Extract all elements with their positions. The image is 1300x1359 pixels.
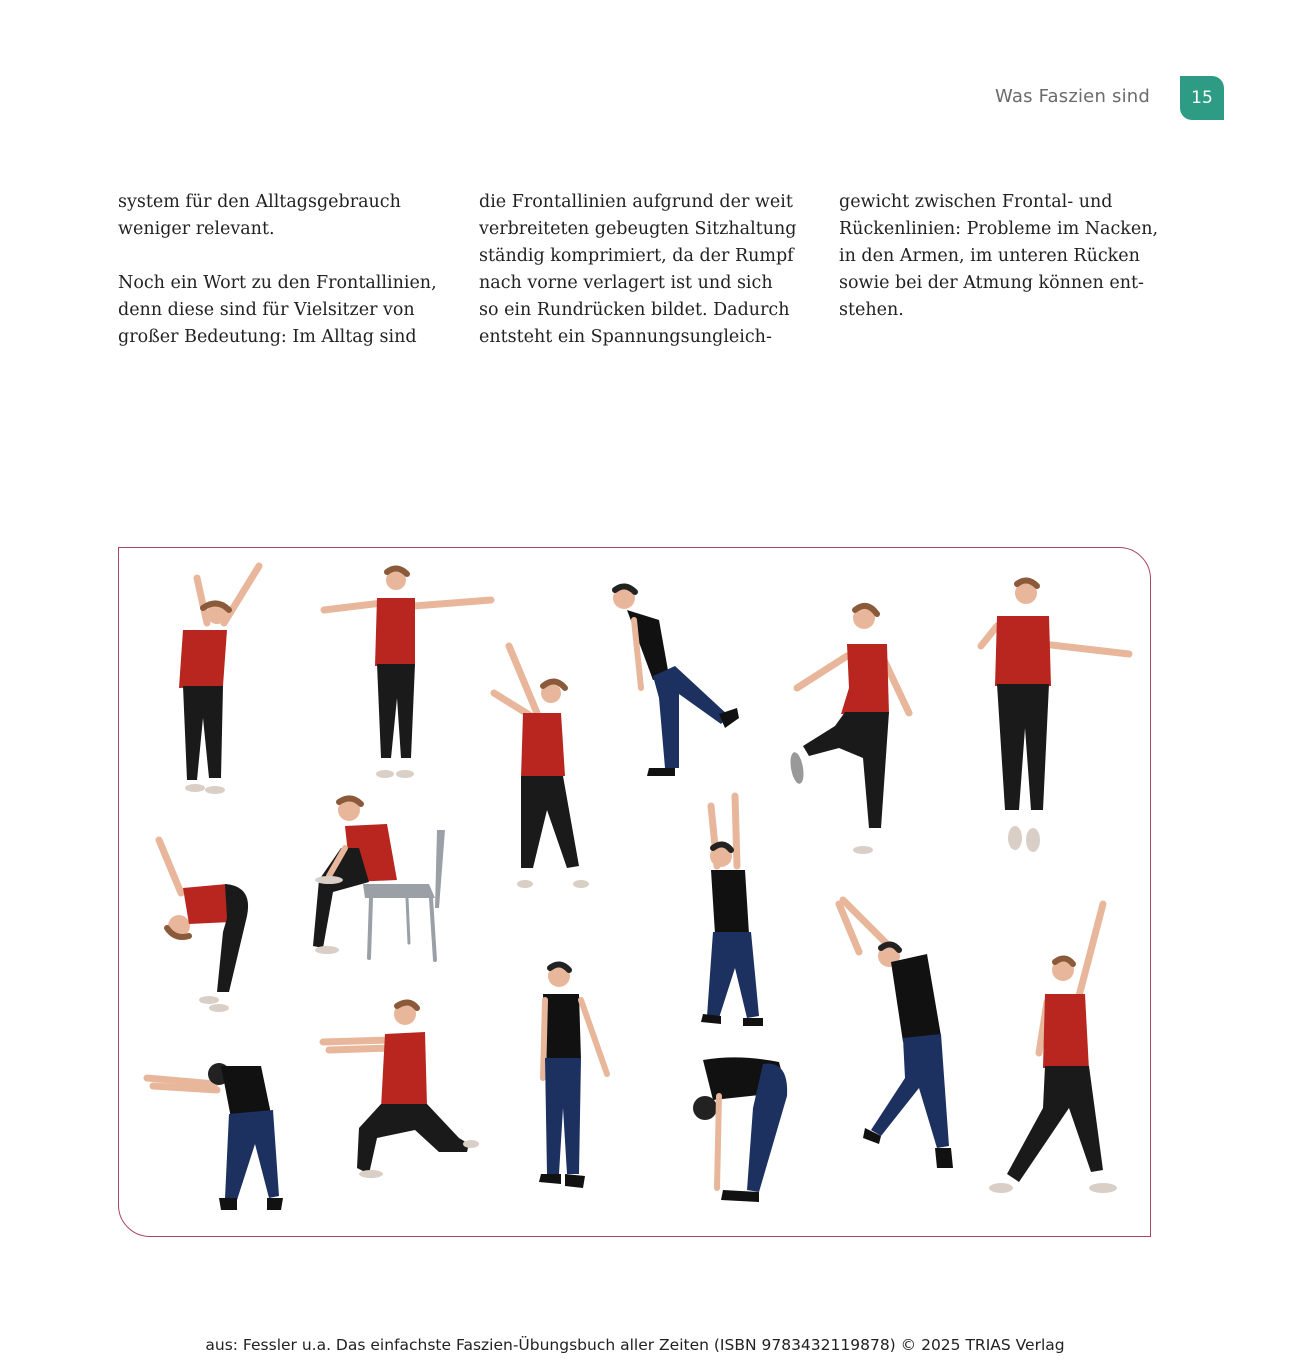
figure-woman-leg-kick	[788, 606, 909, 854]
text-column-1	[118, 189, 438, 351]
exercise-photo-collage	[118, 547, 1151, 1237]
figure-woman-forward-bend	[159, 840, 248, 1012]
paragraph: gewicht zwischen Frontal- und Rückenlinien: Probleme im Nacken, in den Armen, im unteren Rücken sowie bei der Atmung können ent- stehen.	[839, 192, 1159, 320]
copyright-footer: aus: Fessler u.a. Das einfachste Faszien-Übungsbuch aller Zeiten (ISBN 9783432119878) © 2025 TRIAS Verlag	[205, 1336, 1065, 1354]
figure-man-side-bend	[839, 900, 953, 1168]
exercise-figures	[119, 548, 1151, 1237]
figure-woman-side-stretch	[989, 904, 1117, 1193]
figure-woman-arms-raised	[179, 566, 259, 794]
figure-man-forward-fold	[693, 1057, 787, 1202]
figure-man-leg-back	[613, 586, 739, 776]
figure-woman-t-pose	[324, 568, 491, 778]
text-column-2	[479, 189, 799, 351]
figure-man-bent-arms-forward	[147, 1063, 283, 1210]
paragraph: Noch ein Wort zu den Frontallinien, denn diese sind für Vielsitzer von großer Bedeutung: Im Alltag sind	[118, 273, 437, 347]
figure-man-squat-arms-up	[701, 796, 763, 1026]
figure-woman-seated-chair	[313, 798, 445, 960]
figure-man-standing	[539, 964, 607, 1188]
figure-woman-lunge	[323, 1002, 479, 1178]
text-column-3	[839, 189, 1159, 324]
paragraph: die Frontallinien aufgrund der weit verbreiteten gebeugten Sitzhaltung ständig komprimiert, da der Rumpf nach vorne verlagert ist und sich so ein Rundrücken bildet. Dadurch entsteht ein Spannungsungleich-	[479, 192, 797, 347]
page-number: 15	[1191, 88, 1213, 108]
figure-woman-reaching	[494, 646, 589, 888]
paragraph: system für den Alltagsgebrauch weniger relevant.	[118, 192, 401, 239]
page-number-badge	[1180, 76, 1224, 120]
section-title: Was Faszien sind	[995, 86, 1150, 107]
figure-woman-twist	[981, 580, 1129, 852]
